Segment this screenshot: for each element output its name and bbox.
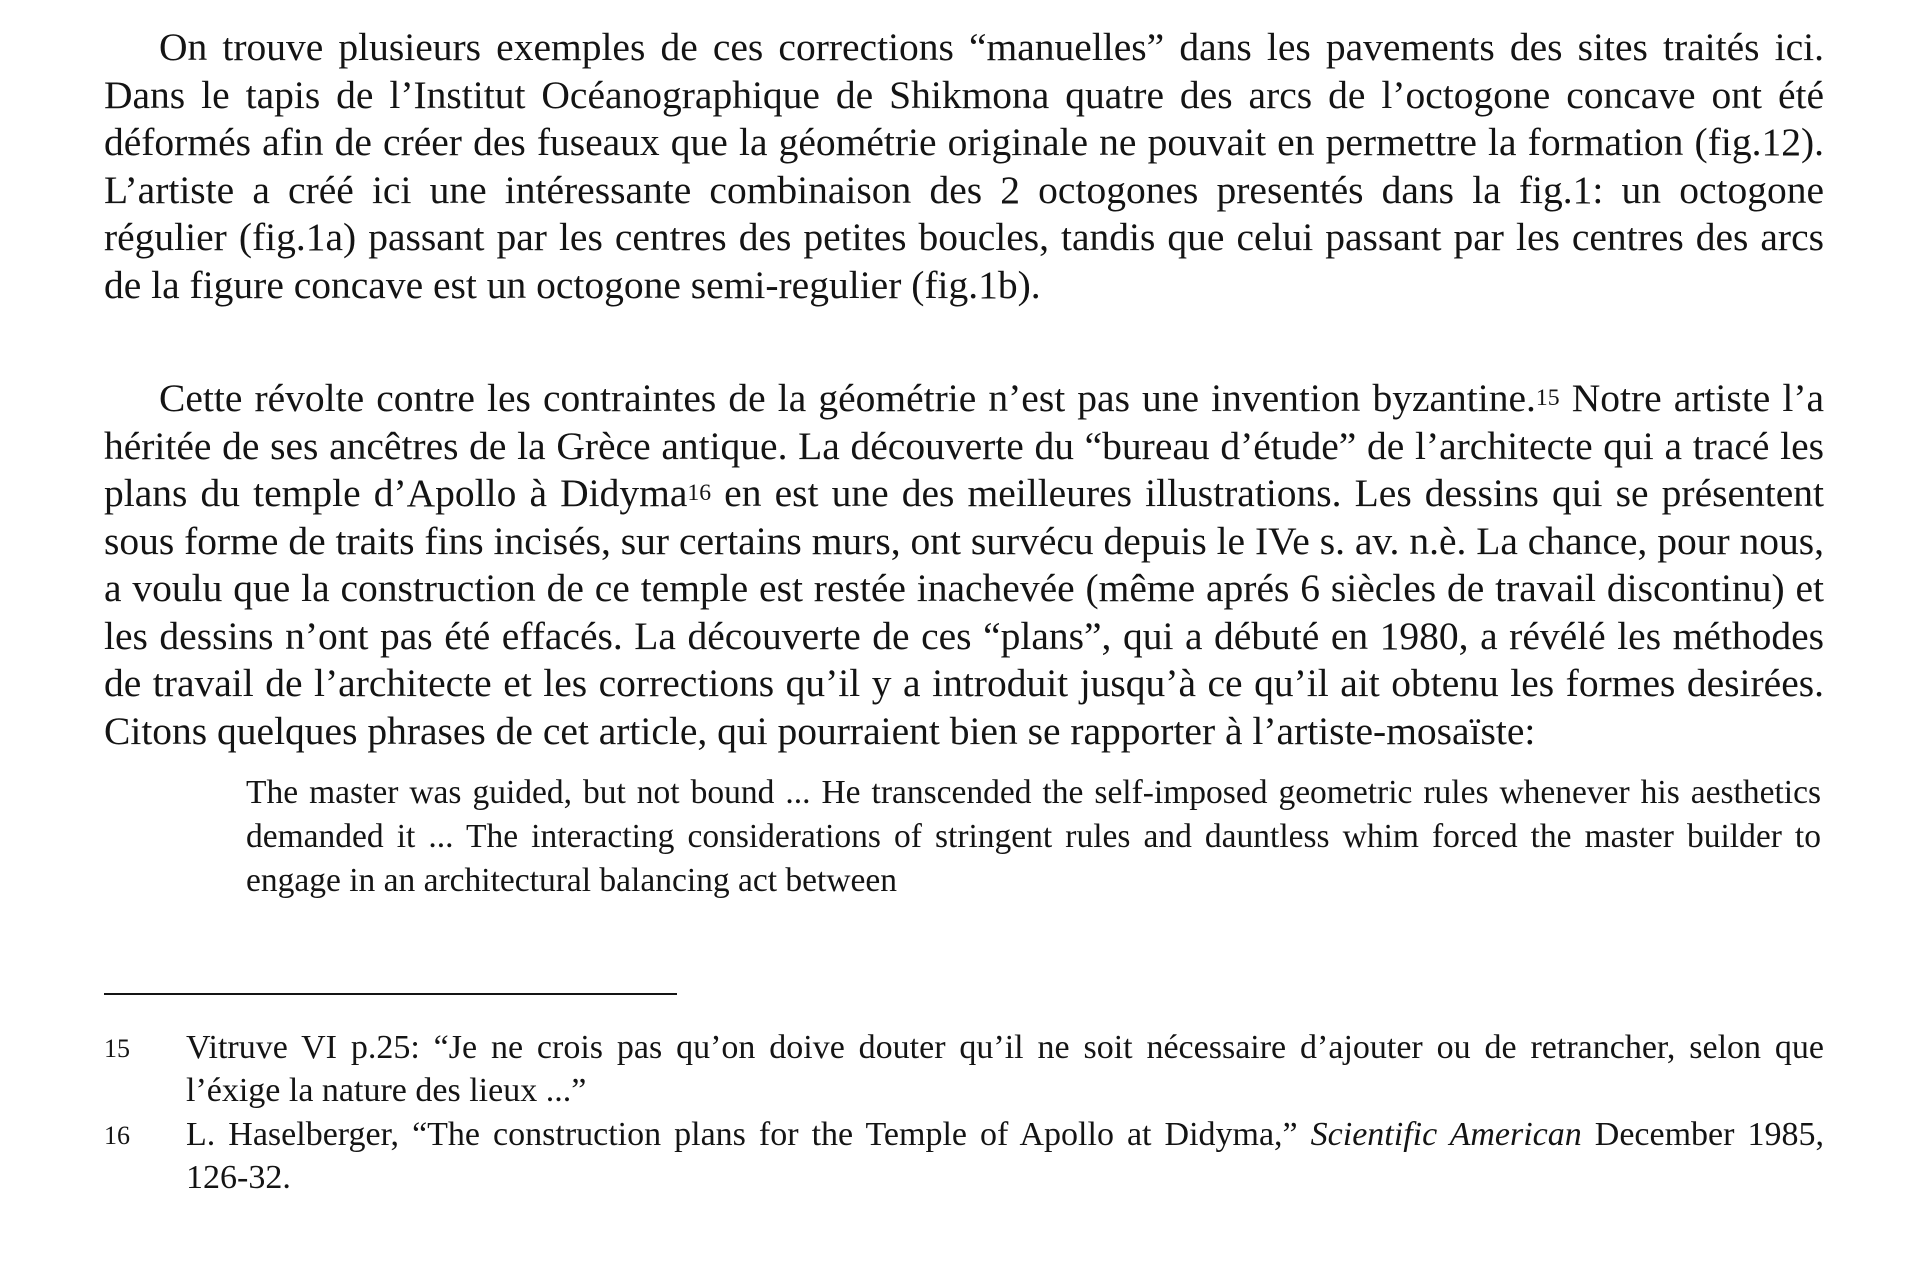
paragraph-2-part-1: Cette révolte contre les contraintes de la géométrie n’est pas une invention byzantine. — [159, 376, 1536, 420]
footnote-number: 16 — [104, 1121, 130, 1150]
footnote-ref-16[interactable]: 16 — [687, 480, 712, 507]
footnote-citation: L. Haselberger, “The construction plans for the Temple of Apollo at Didyma,” — [186, 1116, 1311, 1153]
paragraph-1: On trouve plusieurs exemples de ces corrections “manuelles” dans les pavements des sites traités ici. Dans le tapis de l’Institut Océanographique de Shikmona quatre des arcs de l’octogone concave ont été déformés afin de créer des fuseaux que la géométrie originale ne pouvait en permettre la formation (fig.12). L’artiste a créé ici une intéressante combinaison des 2 octogones presentés dans la fig.1: un octogone régulier (fig.1a) passant par les centres des petites boucles, tandis que celui passant par les centres des arcs de la figure concave est un octogone semi-regulier (fig.1b). — [104, 25, 1824, 307]
footnote-text — [186, 1113, 1824, 1199]
paragraph-2-part-2: Notre artiste l’a héritée de ses ancêtres de la Grèce antique. La découverte du “bureau d’étude” de l’architecte qui a tracé les plans du temple d’Apollo à Didyma — [104, 376, 1825, 515]
journal-title: Scientific American — [1310, 1116, 1582, 1153]
footnote-ref-15[interactable]: 15 — [1535, 385, 1560, 412]
footnote-separator — [104, 993, 677, 995]
footnote-citation-date: December 1985, 126-32. — [186, 1116, 1824, 1196]
block-quote: The master was guided, but not bound ... He transcended the self-imposed geometric rules whenever his aesthetics demanded it ... The interacting considerations of stringent rules and dauntless whim forced the master builder to engage in an architectural balancing act between — [246, 774, 1821, 899]
paragraph-2 — [104, 375, 1824, 755]
footnote-text: Vitruve VI p.25: “Je ne crois pas qu’on doive douter qu’il ne soit nécessaire d’ajouter ou de retrancher, selon que l’éxige la nature des lieux ...” — [186, 1029, 1824, 1109]
footnote-number: 15 — [104, 1034, 130, 1063]
paragraph-2-part-3: en est une des meilleures illustrations. Les dessins qui se présentent sous forme de traits fins incisés, sur certains murs, ont survécu depuis le IVe s. av. n.è. La chance, pour nous, a voulu que la construction de ce temple est restée inachevée (même aprés 6 siècles de travail discontinu) et les dessins n’ont pas été effacés. La découverte de ces “plans”, qui a débuté en 1980, a révélé les méthodes de travail de l’architecte et les corrections qu’il y a introduit jusqu’à ce qu’il ait obtenu les formes desirées. Citons quelques phrases de cet article, qui pourraient bien se rapporter à l’artiste-mosaïste: — [104, 471, 1824, 753]
